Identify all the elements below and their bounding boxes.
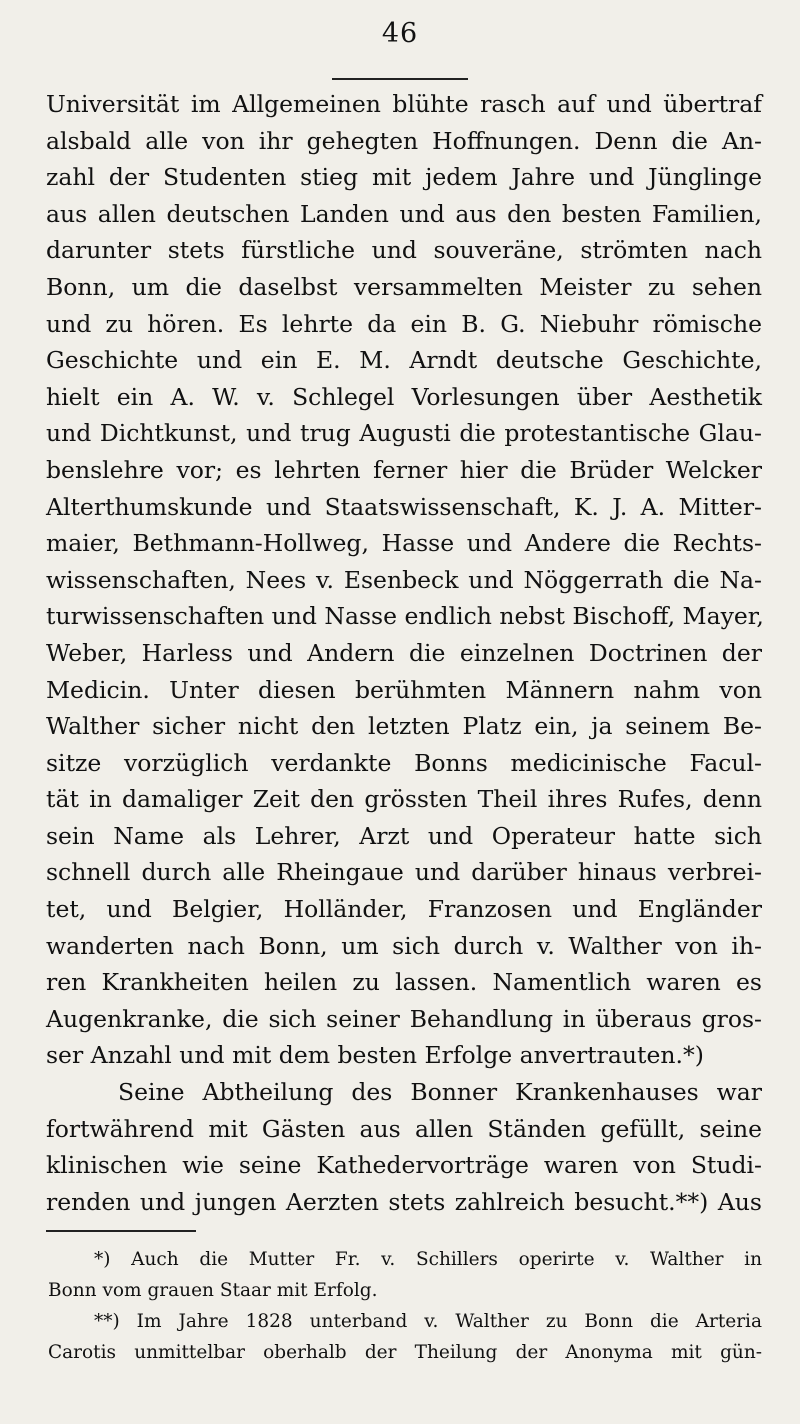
text-line: sitze vorzüglich verdankte Bonns medicinische Facul- bbox=[46, 748, 762, 777]
text-line: und zu hören. Es lehrte da ein B. G. Niebuhr römische bbox=[46, 309, 762, 338]
footnote-line: Bonn vom grauen Staar mit Erfolg. bbox=[48, 1280, 378, 1301]
text-line: tät in damaliger Zeit den grössten Theil ihres Rufes, denn bbox=[46, 785, 762, 814]
text-line: darunter stets fürstliche und souveräne, strömten nach bbox=[46, 236, 762, 265]
text-line: Walther sicher nicht den letzten Platz ein, ja seinem Be- bbox=[46, 712, 762, 741]
text-line: alsbald alle von ihr gehegten Hoffnungen. Denn die An- bbox=[46, 126, 762, 155]
text-line: ren Krankheiten heilen zu lassen. Namentlich waren es bbox=[46, 968, 762, 997]
text-line: fortwährend mit Gästen aus allen Ständen gefüllt, seine bbox=[46, 1114, 762, 1143]
text-line: wanderten nach Bonn, um sich durch v. Walther von ih- bbox=[46, 931, 762, 960]
text-line: Augenkranke, die sich seiner Behandlung in überaus gros- bbox=[46, 1004, 762, 1033]
text-line: schnell durch alle Rheingaue und darüber hinaus verbrei- bbox=[46, 858, 762, 887]
text-line: Seine Abtheilung des Bonner Krankenhauses war bbox=[118, 1078, 762, 1107]
text-line: sein Name als Lehrer, Arzt und Operateur hatte sich bbox=[46, 821, 762, 850]
text-line: Alterthumskunde und Staatswissenschaft, K. J. A. Mitter- bbox=[46, 492, 762, 521]
text-line: Bonn, um die daselbst versammelten Meister zu sehen bbox=[46, 272, 762, 301]
footnotes bbox=[48, 1244, 762, 1368]
footnote-rule bbox=[46, 1230, 196, 1232]
text-line: aus allen deutschen Landen und aus den besten Familien, bbox=[46, 199, 762, 228]
text-line: und Dichtkunst, und trug Augusti die protestantische Glau- bbox=[46, 419, 762, 448]
text-line: benslehre vor; es lehrten ferner hier die Brüder Welcker bbox=[46, 455, 762, 484]
text-line: Geschichte und ein E. M. Arndt deutsche Geschichte, bbox=[46, 346, 762, 375]
header-rule bbox=[332, 78, 468, 80]
text-line: maier, Bethmann-Hollweg, Hasse und Andere die Rechts- bbox=[46, 529, 762, 558]
text-line: hielt ein A. W. v. Schlegel Vorlesungen über Aesthetik bbox=[46, 382, 762, 411]
text-line: renden und jungen Aerzten stets zahlreich besucht.**) Aus bbox=[46, 1187, 762, 1216]
page-number: 46 bbox=[381, 18, 419, 49]
text-line: klinischen wie seine Kathedervorträge waren von Studi- bbox=[46, 1151, 762, 1180]
text-line: tet, und Belgier, Holländer, Franzosen und Engländer bbox=[46, 895, 762, 924]
footnote-line: *) Auch die Mutter Fr. v. Schillers operirte v. Walther in bbox=[94, 1249, 762, 1270]
body-text bbox=[46, 86, 762, 1220]
footnote-line: Carotis unmittelbar oberhalb der Theilung der Anonyma mit gün- bbox=[48, 1342, 762, 1363]
footnote-line: **) Im Jahre 1828 unterband v. Walther zu Bonn die Arteria bbox=[94, 1311, 762, 1332]
text-line: Weber, Harless und Andern die einzelnen Doctrinen der bbox=[46, 638, 762, 667]
text-line: turwissenschaften und Nasse endlich nebst Bischoff, Mayer, bbox=[46, 602, 764, 631]
text-line: zahl der Studenten stieg mit jedem Jahre und Jünglinge bbox=[46, 163, 762, 192]
text-line: Medicin. Unter diesen berühmten Männern nahm von bbox=[46, 675, 762, 704]
text-line: wissenschaften, Nees v. Esenbeck und Nöggerrath die Na- bbox=[46, 565, 762, 594]
text-line: ser Anzahl und mit dem besten Erfolge anvertrauten.*) bbox=[46, 1041, 704, 1070]
text-line: Universität im Allgemeinen blühte rasch auf und übertraf bbox=[46, 90, 762, 118]
